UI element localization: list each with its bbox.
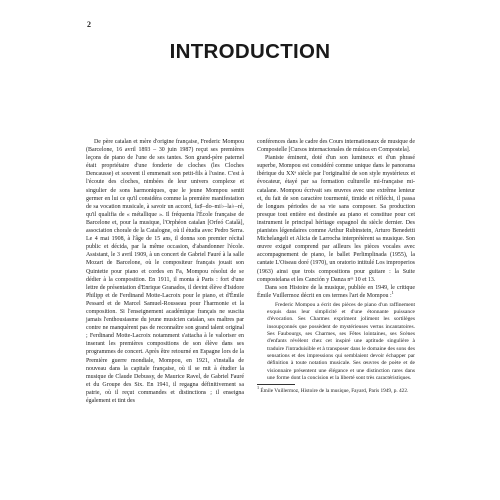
footnote — [257, 385, 415, 395]
paragraph-text: Dans son Histoire de la musique, publiée en 1949, le critique Émile Vuillermoz décrit en ces termes l'art de Mompou : — [257, 284, 415, 299]
block-quote: Frederic Mompou a écrit des pièces de piano d'un raffinement exquis dans leur simplicité et d'une étonnante puissance d'évocation. Ses Charmes expriment joliment les sortilèges insoupçonnés que possèdent de mystérieuses vertus incantatoires. Ses Faubourgs, ses Charmes, ses Fêtes lointaines, ses Scènes d'enfants révèlent chez cet inspiré une aptitude singulière à traduire l'intraduisible et à transposer dans le domaine des sons des sensations et des impressions qui semblaient devoir échapper par définition à toute notation musicale. Ses œuvres de poète et de visionnaire présentent une élégance et une distinction rares dans une forme dont la concision et la liberté sont très caractéristiques. — [267, 301, 415, 381]
footnote-divider — [257, 384, 295, 385]
right-column — [257, 138, 415, 395]
paragraph — [257, 284, 415, 300]
page-number: 2 — [87, 20, 91, 29]
page-title: INTRODUCTION — [169, 40, 331, 63]
left-column — [86, 138, 244, 405]
paragraph: De père catalan et mère d'origine française, Frederic Mompou (Barcelone, 16 avril 1893 – 30 juin 1987) reçut ses premières leçons de piano de l'une de ses tantes. Son grand-père paternel était propriétaire d'une fonderie de cloches (les Cloches Dencausse) et souvent il emmenait son petit-fils à l'usine. C'est à l'écoute des cloches, nimbées de leur univers complexe et singulier de sons harmoniques, que le jeune Mompou sentit germer en lui ce qu'il considéra comme la première manifestation de sa vocation musicale, à savoir un accord, fa♯–do–mi♭–la♭–ré, qu'il qualifia de « métallique ». Il fréquenta l'École française de Barcelone et, pour la musique, l'Orphéon catalan [Orfeó Català], association chorale de la Catalogne, où il étudia avec Pedro Serra. Le 4 mai 1908, à l'âge de 15 ans, il donna son premier récital public et décida, par la même occasion, d'abandonner l'école. Assistant, le 3 avril 1909, à un concert de Gabriel Fauré à la salle Mozart de Barcelone, où le compositeur français jouait son Quintette pour piano et cordes en Fa, Mompou résolut de se dédier à la composition. En 1911, il monta à Paris : fort d'une lettre de présentation d'Enrique Granados, il devint élève d'Isidore Philipp et de Ferdinand Motte-Lacroix pour le piano, et d'Émile Pessard et de Marcel Samuel-Rousseau pour l'harmonie et la composition. Si l'enseignement académique français ne suscita jamais l'enthousiasme du jeune musicien catalan, ses maîtres par contre ne manquèrent pas de reconnaître son grand talent original ; Ferdinand Motte-Lacroix notamment s'attacha à le valoriser en inserant les premières compositions de son élève dans ses programmes de concert. Après être retourné en Espagne lors de la Première guerre mondiale, Mompou, en 1921, s'installa de nouveau dans la capitale française, où il se mit à étudier la musique de Claude Debussy, de Maurice Ravel, de Gabriel Fauré et du Groupe des Six. En 1941, il regagna définitivement sa patrie, où il reçut commandes et distinctions ; il enseigna également et tint des — [86, 139, 244, 404]
paragraph: Pianiste éminent, doté d'un son lumineux et d'un phrasé superbe, Mompou est considéré comme unique dans le panorama ibérique du XXᵉ siècle par l'originalité de son style mystérieux et évocateur, étayé par sa formation culturelle mi-française mi-catalane. Mompou écrivait ses œuvres avec une extrême lenteur et, du fait de son caractère tourmenté, timide et réfléchi, il passa de longues périodes de sa vie sans composer. Sa production presque tout entière est destinée au piano et constitue pour cet instrument le principal héritage espagnol du siècle dernier. Des pianistes légendaires comme Arthur Rubinstein, Arturo Benedetti Michelangeli et Alicia de Larrocha interprétèrent sa musique. Son œuvre exiguë comprend par ailleurs les pièces vocales avec accompagnement de piano, le ballet Perlimplinada (1955), la cantate L'Oiseau doré (1970), un oratorio intitulé Los improperios (1963) ainsi que trois compositions pour guitare : la Suite compostelana et les Canción y Danza nᵒˢ 10 et 13. — [257, 155, 415, 283]
footnote-reference: 1 — [391, 289, 394, 295]
footnote-number: 1 — [257, 385, 260, 391]
footnote-text: Émile Vuillermoz, Histoire de la musique, Fayard, Paris 1949, p. 422. — [260, 388, 409, 395]
paragraph: conférences dans le cadre des Cours internationaux de musique de Compostelle [Cursos internacionales de música en Compostela]. — [257, 139, 415, 154]
